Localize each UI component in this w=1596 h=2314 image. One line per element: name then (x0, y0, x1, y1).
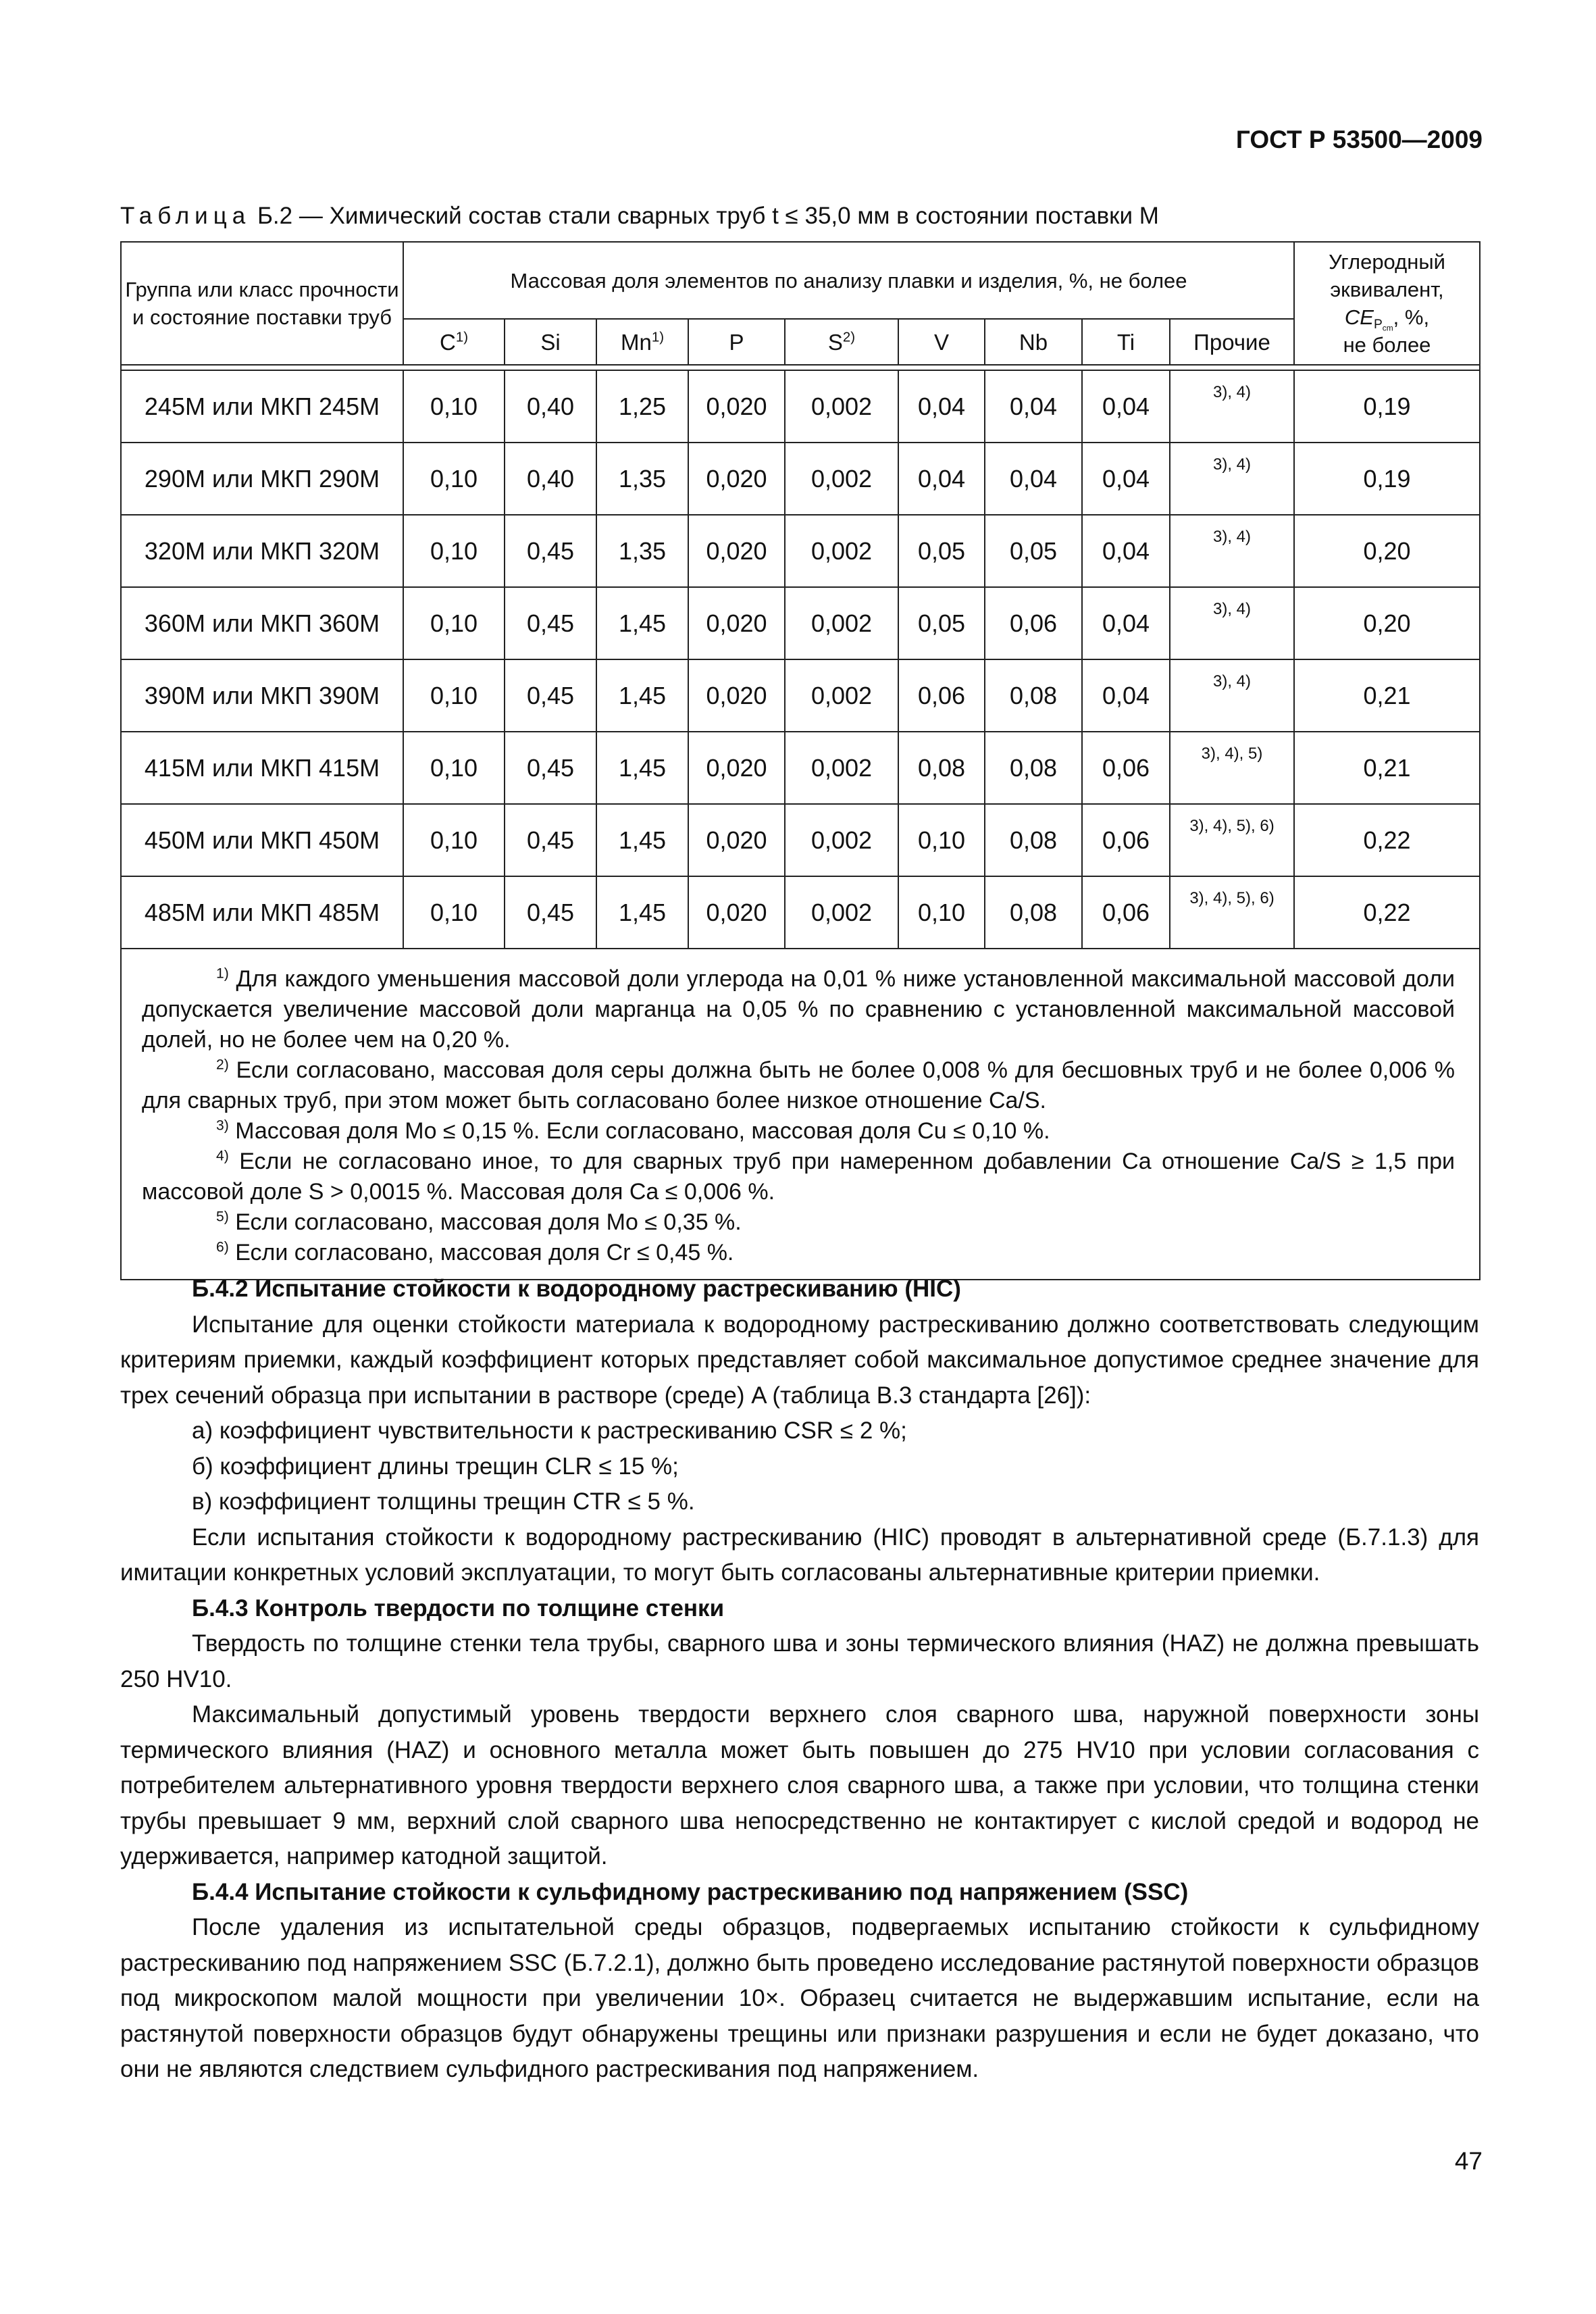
table-row (121, 876, 1480, 949)
paragraph: Испытание для оценки стойкости материала к водородному растрескиванию должно соответствовать следующим критериям приемки, каждый коэффициент которых представляет собой максимальное допустимое среднее значение для трех сечений образца при испытании в растворе (среде) A (таблица B.3 стандарта [26]): (120, 1311, 1479, 1409)
table-row (121, 443, 1480, 515)
element-header-3: P (688, 319, 785, 365)
element-header-6: Nb (985, 319, 1082, 365)
cell-nb: 0,04 (985, 443, 1082, 515)
cell-v: 0,08 (898, 732, 985, 804)
cell-si: 0,45 (505, 876, 596, 949)
cell-group: 390М или МКП 390М (121, 659, 403, 732)
cell-nb: 0,08 (985, 732, 1082, 804)
chemical-composition-table (120, 241, 1481, 1280)
cell-v: 0,05 (898, 587, 985, 659)
cell-ti: 0,06 (1082, 804, 1170, 876)
cell-ti: 0,04 (1082, 659, 1170, 732)
header-mass-fraction: Массовая доля элементов по анализу плавки и изделия, %, не более (403, 242, 1294, 319)
cell-c: 0,10 (403, 804, 505, 876)
cell-group: 360М или МКП 360М (121, 587, 403, 659)
paragraph: Если испытания стойкости к водородному растрескиванию (HIC) проводят в альтернативной среде (Б.7.1.3) для имитации конкретных условий эксплуатации, то могут быть согласованы альтернативные критерии приемки. (120, 1524, 1479, 1586)
cell-other: 3), 4) (1170, 515, 1294, 587)
cell-nb: 0,08 (985, 804, 1082, 876)
cell-mn: 1,45 (596, 804, 688, 876)
paragraph: Максимальный допустимый уровень твердости верхнего слоя сварного шва, наружной поверхности зоны термического влияния (HAZ) и основного металла может быть повышен до 275 HV10 при условии согласования с потребителем альтернативного уровня твердости верхнего слоя сварного шва, а также при условии, что толщина стенки трубы превышает 9 мм, верхний слой сварного шва непосредственно не контактирует с кислой средой и водород не удерживается, например катодной защитой. (120, 1701, 1479, 1869)
cell-s: 0,002 (785, 587, 898, 659)
cell-ti: 0,04 (1082, 370, 1170, 443)
cell-group: 450М или МКП 450М (121, 804, 403, 876)
cell-v: 0,05 (898, 515, 985, 587)
cell-nb: 0,05 (985, 515, 1082, 587)
cell-group: 320М или МКП 320М (121, 515, 403, 587)
cell-c: 0,10 (403, 659, 505, 732)
footnote: $^{2)}$ Если согласовано, массовая доля серы должна быть не более 0,008 % для бесшовных труб и не более 0,006 % для сварных труб, при этом может быть согласовано более низкое отношение Ca/S. (142, 1057, 1455, 1113)
cell-si: 0,40 (505, 443, 596, 515)
footnote: $^{4)}$ Если не согласовано иное, то для сварных труб при намеренном добавлении Ca отношение Ca/S ≥ 1,5 при массовой доле S > 0,0015 %. Массовая доля Ca ≤ 0,006 %. (142, 1148, 1455, 1205)
cell-ce: 0,21 (1294, 732, 1480, 804)
cell-mn: 1,45 (596, 876, 688, 949)
cell-ce: 0,20 (1294, 515, 1480, 587)
page-number: 47 (1454, 2147, 1483, 2175)
cell-c: 0,10 (403, 587, 505, 659)
cell-nb: 0,08 (985, 659, 1082, 732)
header-ce-line1: Углеродный эквивалент, (1329, 250, 1445, 301)
cell-nb: 0,04 (985, 370, 1082, 443)
header-ce-line3: не более (1343, 333, 1431, 357)
table-row (121, 804, 1480, 876)
paragraph: б) коэффициент длины трещин CLR ≤ 15 %; (192, 1453, 679, 1480)
cell-si: 0,45 (505, 659, 596, 732)
table-caption-text: Б.2 — Химический состав стали сварных труб t ≤ 35,0 мм в состоянии поставки М (251, 203, 1159, 229)
cell-v: 0,06 (898, 659, 985, 732)
paragraph: в) коэффициент толщины трещин CTR ≤ 5 %. (192, 1488, 695, 1515)
paragraph: После удаления из испытательной среды образцов, подвергаемых испытанию стойкости к сульфидному растрескиванию под напряжением SSC (Б.7.2.1), должно быть проведено исследование растянутой поверхности образцов под микроскопом малой мощности при увеличении 10×. Образец считается не выдержавшим испытание, если на растянутой поверхности образцов будут обнаружены трещины или признаки разрушения и если не будет доказано, что они не являются следствием сульфидного растрескивания под напряжением. (120, 1914, 1479, 2082)
cell-v: 0,10 (898, 876, 985, 949)
cell-s: 0,002 (785, 876, 898, 949)
table-footnotes (121, 949, 1480, 1280)
cell-si: 0,40 (505, 370, 596, 443)
paragraph: а) коэффициент чувствительности к растрескиванию CSR ≤ 2 %; (192, 1417, 907, 1444)
footnote: $^{5)}$ Если согласовано, массовая доля Mo ≤ 0,35 %. (216, 1209, 742, 1235)
table-row (121, 370, 1480, 443)
element-header-4: $S^{2)}$ (785, 319, 898, 365)
cell-mn: 1,45 (596, 659, 688, 732)
element-header-7: Ti (1082, 319, 1170, 365)
cell-other: 3), 4) (1170, 587, 1294, 659)
cell-ti: 0,04 (1082, 587, 1170, 659)
cell-s: 0,002 (785, 804, 898, 876)
cell-mn: 1,35 (596, 443, 688, 515)
cell-p: 0,020 (688, 587, 785, 659)
cell-other: 3), 4), 5), 6) (1170, 804, 1294, 876)
table-row (121, 659, 1480, 732)
cell-ce: 0,22 (1294, 876, 1480, 949)
element-header-5: V (898, 319, 985, 365)
cell-group: 415М или МКП 415М (121, 732, 403, 804)
cell-p: 0,020 (688, 443, 785, 515)
element-header-0: $C^{1)}$ (403, 319, 505, 365)
table-caption (120, 203, 1159, 230)
section-heading: Б.4.3 Контроль твердости по толщине стенки (192, 1594, 725, 1621)
cell-group: 485М или МКП 485М (121, 876, 403, 949)
cell-ti: 0,06 (1082, 876, 1170, 949)
cell-p: 0,020 (688, 659, 785, 732)
cell-nb: 0,06 (985, 587, 1082, 659)
paragraph: Твердость по толщине стенки тела трубы, сварного шва и зоны термического влияния (HAZ) не должна превышать 250 HV10. (120, 1630, 1479, 1692)
cell-c: 0,10 (403, 443, 505, 515)
cell-s: 0,002 (785, 370, 898, 443)
cell-group: 245М или МКП 245М (121, 370, 403, 443)
document-header: ГОСТ Р 53500—2009 (1235, 126, 1483, 153)
cell-other: 3), 4), 5) (1170, 732, 1294, 804)
cell-s: 0,002 (785, 659, 898, 732)
cell-p: 0,020 (688, 515, 785, 587)
cell-v: 0,04 (898, 370, 985, 443)
cell-other: 3), 4) (1170, 659, 1294, 732)
section-heading: Б.4.4 Испытание стойкости к сульфидному растрескиванию под напряжением (SSC) (192, 1878, 1189, 1905)
header-group: Группа или класс прочности и состояние поставки труб (121, 242, 403, 365)
cell-other: 3), 4) (1170, 443, 1294, 515)
cell-mn: 1,45 (596, 732, 688, 804)
header-ce-symbol: CE (1344, 305, 1374, 329)
cell-p: 0,020 (688, 732, 785, 804)
cell-si: 0,45 (505, 732, 596, 804)
table-row (121, 587, 1480, 659)
cell-c: 0,10 (403, 515, 505, 587)
element-header-8: Прочие (1170, 319, 1294, 365)
cell-ce: 0,19 (1294, 443, 1480, 515)
cell-ti: 0,04 (1082, 443, 1170, 515)
document-body (120, 1272, 1479, 2088)
cell-ce: 0,21 (1294, 659, 1480, 732)
cell-ce: 0,19 (1294, 370, 1480, 443)
cell-ti: 0,04 (1082, 515, 1170, 587)
table-row (121, 515, 1480, 587)
cell-p: 0,020 (688, 876, 785, 949)
cell-ce: 0,22 (1294, 804, 1480, 876)
cell-si: 0,45 (505, 587, 596, 659)
cell-s: 0,002 (785, 443, 898, 515)
cell-v: 0,04 (898, 443, 985, 515)
cell-other: 3), 4), 5), 6) (1170, 876, 1294, 949)
footnote: $^{6)}$ Если согласовано, массовая доля Cr ≤ 0,45 %. (216, 1239, 734, 1265)
cell-p: 0,020 (688, 370, 785, 443)
cell-si: 0,45 (505, 804, 596, 876)
cell-ti: 0,06 (1082, 732, 1170, 804)
cell-p: 0,020 (688, 804, 785, 876)
cell-c: 0,10 (403, 370, 505, 443)
cell-other: 3), 4) (1170, 370, 1294, 443)
cell-group: 290М или МКП 290М (121, 443, 403, 515)
footnote: $^{1)}$ Для каждого уменьшения массовой доли углерода на 0,01 % ниже установленной максимальной массовой доли допускается увеличение массовой доли марганца на 0,05 % по сравнению с установленной максимальной массовой долей, но не более чем на 0,20 %. (142, 965, 1455, 1053)
header-carbon-equivalent: Углеродный эквивалент, $CE_{P_{cm}}$, %, не более (1294, 242, 1480, 365)
footnote: $^{3)}$ Массовая доля Mo ≤ 0,15 %. Если согласовано, массовая доля Cu ≤ 0,10 %. (216, 1117, 1050, 1144)
cell-s: 0,002 (785, 732, 898, 804)
cell-mn: 1,35 (596, 515, 688, 587)
cell-v: 0,10 (898, 804, 985, 876)
cell-mn: 1,45 (596, 587, 688, 659)
cell-ce: 0,20 (1294, 587, 1480, 659)
table-row (121, 732, 1480, 804)
cell-c: 0,10 (403, 876, 505, 949)
element-header-2: Mn$^{1)}$ (596, 319, 688, 365)
cell-mn: 1,25 (596, 370, 688, 443)
cell-nb: 0,08 (985, 876, 1082, 949)
element-header-1: Si (505, 319, 596, 365)
section-heading: Б.4.2 Испытание стойкости к водородному растрескиванию (HIC) (192, 1276, 961, 1302)
cell-s: 0,002 (785, 515, 898, 587)
table-caption-label: Таблица (120, 203, 251, 229)
cell-si: 0,45 (505, 515, 596, 587)
cell-c: 0,10 (403, 732, 505, 804)
